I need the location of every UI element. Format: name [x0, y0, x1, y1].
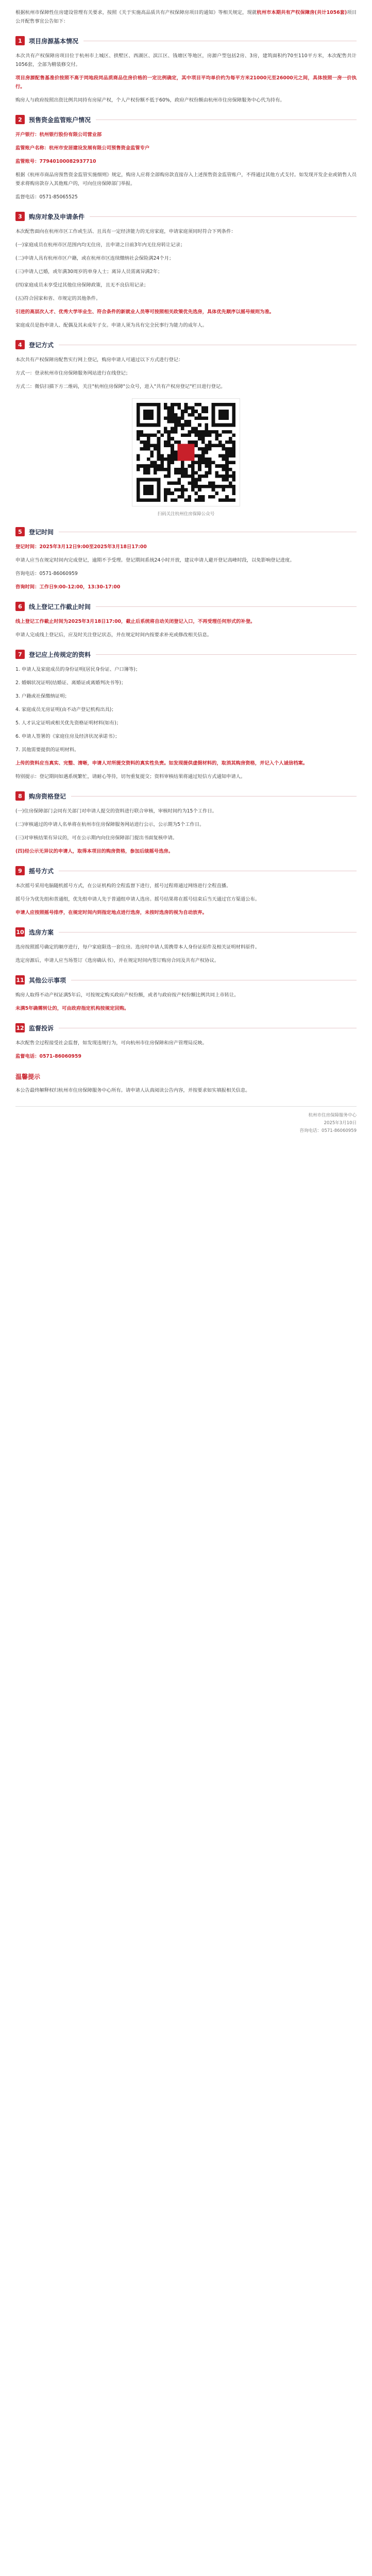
section-paragraph: 本次摇号采用电脑随机摇号方式，在公证机构的全程监督下进行，摇号过程将通过网络进行全程直播。 [15, 883, 231, 889]
section-number: 11 [15, 975, 25, 985]
section-title: 登记方式 [29, 341, 54, 349]
section-paragraph: 摇号分为优先组和普通组，优先组申请人先于普通组申请人选房。摇号结果将在摇号结束后当天通过官方渠道公布。 [15, 896, 260, 902]
section-paragraph: 监管账号：77940100082937710 [15, 159, 96, 164]
section-number: 1 [15, 36, 25, 45]
section-paragraph: (四)家庭成员未享受过其他住房保障政策，且无不良信用记录； [15, 282, 149, 288]
section-title: 选房方案 [29, 928, 54, 936]
section-title: 购房对象及申请条件 [29, 213, 85, 221]
footer-phone: 咨询电话：0571-86060959 [299, 1128, 357, 1133]
section-rule [96, 654, 357, 655]
section-heading [15, 212, 357, 221]
section-rule [90, 216, 357, 217]
sections-container [15, 36, 357, 1061]
footer-divider [15, 1106, 357, 1107]
section-paragraph: 登记时间：2025年3月12日9:00至2025年3月18日17:00 [15, 544, 147, 550]
section-title: 项目房源基本情况 [29, 37, 79, 45]
section-paragraph: 方式一：登录杭州市住房保障服务网站进行在线登记； [15, 370, 131, 376]
section-paragraph: 本次共有产权保障房配售实行网上登记，购房申请人可通过以下方式进行登记： [15, 357, 183, 363]
qr-caption: 扫码关注杭州住房保障公众号 [157, 512, 215, 517]
section-number: 3 [15, 212, 25, 221]
section-paragraph: 方式二：微信扫描下方二维码，关注"杭州住房保障"公众号，进入"共有产权房登记"栏目进行登记。 [15, 384, 226, 389]
footer [15, 1112, 357, 1135]
section-paragraph: (二)审核通过的申请人名单将在杭州市住房保障服务网站进行公示，公示期为5个工作日。 [15, 822, 205, 827]
section-rule [59, 932, 357, 933]
tip-text: 本公告最终解释权归杭州市住房保障服务中心所有。请申请人认真阅读公告内容，并按要求如实填报相关信息。 [15, 1088, 250, 1093]
section-number: 10 [15, 927, 25, 937]
section-heading [15, 340, 357, 349]
section-paragraph: (三)对审核结果有异议的，可在公示期内向住房保障部门提出书面复核申请。 [15, 835, 178, 841]
section-title: 线上登记工作截止时间 [29, 603, 91, 611]
section-paragraph: 申请人应当在规定时间内完成登记，逾期不予受理。登记期间系统24小时开放，建议申请人避开登记高峰时段，以免影响登记进度。 [15, 557, 295, 563]
section-paragraph: 本次配售面向在杭州市区工作或生活、且具有一定经济能力的无房家庭，申请家庭须同时符合下列条件： [15, 229, 236, 234]
section-paragraph: 监管账户名称：杭州市安居建设发展有限公司预售资金监管专户 [15, 145, 150, 151]
footer-date: 2025年3月10日 [324, 1121, 357, 1126]
section-heading [15, 650, 357, 659]
section-paragraph: 申请人完成线上登记后，应及时关注登记状态，并在规定时间内按要求补充或修改相关信息。 [15, 632, 212, 638]
section-paragraph: 4. 家庭成员无房证明(由不动产登记机构出具)； [15, 707, 116, 713]
section-number: 4 [15, 340, 25, 349]
section-paragraph: (一)住房保障部门会同有关部门对申请人提交的资料进行联合审核，审核时间约为15个工作日。 [15, 808, 217, 814]
section-paragraph: 选定房源后，申请人应当场签订《选房确认书》，并在规定时间内签订购房合同及共有产权协议。 [15, 958, 219, 963]
section-paragraph: 购房人取得不动产权证满5年后，可按规定购买政府产权份额，或者与政府按产权份额比例共同上市转让。 [15, 992, 239, 998]
section-heading [15, 791, 357, 801]
section-paragraph: 3. 户籍或社保缴纳证明； [15, 693, 70, 699]
section-paragraph: 5. 人才认定证明或相关优先资格证明材料(如有)； [15, 720, 122, 726]
section-heading [15, 527, 357, 536]
qr-code-icon[interactable] [132, 398, 240, 506]
announcement-page [0, 0, 372, 1151]
section-paragraph: 上传的资料应当真实、完整、清晰，申请人对所提交资料的真实性负责。如发现提供虚假材料的，取消其购房资格，并记入个人诚信档案。 [15, 760, 308, 766]
section-number: 6 [15, 602, 25, 611]
intro-tail: 项目公开配售事宜公告如下： [15, 10, 357, 24]
qr-block [15, 398, 357, 517]
section-title: 购房资格登记 [29, 792, 66, 800]
section-paragraph: 监督电话：0571-85065525 [15, 194, 78, 200]
intro-highlight: 杭州市本期共有产权保障房(共计1056套) [257, 10, 347, 15]
section-paragraph: 项目房源配售基准价按照不高于同地段同品质商品住房价格的一定比例确定，其中项目平均单价约为每平方米21000元至26000元之间，具体按照一房一价执行。 [15, 75, 357, 90]
footer-org: 杭州市住房保障服务中心 [308, 1113, 357, 1118]
section-paragraph: 咨询时间：工作日9:00-12:00，13:30-17:00 [15, 584, 121, 590]
section-paragraph: 根据《杭州市商品房预售资金监管实施细则》规定，购房人应将全部购房款直接存入上述预售资金监管账户，不得通过其他方式支付。如发现开发企业或销售人员要求将购房款存入其他账户的，可向住房保障部门举报。 [15, 172, 357, 187]
section-heading [15, 1023, 357, 1032]
section-title: 监督投诉 [29, 1024, 54, 1032]
section-heading [15, 975, 357, 985]
section-paragraph: 咨询电话：0571-86060959 [15, 571, 78, 577]
section-paragraph: 监督电话：0571-86060959 [15, 1054, 81, 1059]
section-paragraph: 开户银行：杭州银行股份有限公司营业部 [15, 132, 102, 138]
section-title: 摇号方式 [29, 867, 54, 875]
section-number: 8 [15, 791, 25, 801]
section-number: 9 [15, 866, 25, 875]
section-paragraph: (四)经公示无异议的申请人，取得本项目的购房资格，参加后续摇号选房。 [15, 849, 173, 854]
section-paragraph: 7. 其他需要提供的证明材料。 [15, 747, 79, 753]
section-paragraph: (五)符合国家和省、市规定的其他条件。 [15, 296, 101, 301]
section-heading [15, 115, 357, 124]
section-title: 其他公示事项 [29, 976, 66, 984]
section-paragraph: 选房按照摇号确定的顺序进行，每户家庭限选一套住房。选房时申请人需携带本人身份证原件及相关证明材料原件。 [15, 944, 260, 950]
section-title: 预售资金监管账户情况 [29, 116, 91, 124]
section-number: 5 [15, 527, 25, 536]
section-paragraph: 2. 婚姻状况证明(结婚证、离婚证或离婚判决书等)； [15, 680, 126, 686]
section-paragraph: 特别提示：登记期间如遇系统繁忙，请耐心等待，切勿重复提交；资料审核结果将通过短信方式通知申请人。 [15, 774, 246, 779]
section-heading [15, 927, 357, 937]
section-paragraph: 本次共有产权保障房项目位于杭州市上城区、拱墅区、西湖区、滨江区、钱塘区等地区，房源户型包括2房、3房，建筑面积约70至110平方米，本次配售共计1056套，全部为精装修交付。 [15, 53, 357, 67]
section-heading [15, 36, 357, 45]
section-number: 7 [15, 650, 25, 659]
section-paragraph: 未满5年确需转让的，可由政府指定机构按规定回购。 [15, 1006, 129, 1011]
section-number: 2 [15, 115, 25, 124]
section-paragraph: (二)申请人具有杭州市区户籍，或在杭州市区连续缴纳社会保险满24个月； [15, 256, 174, 261]
section-title: 登记时间 [29, 528, 54, 536]
intro-lead: 根据杭州市保障性住房建设管理有关要求，按照《关于实施高品质共有产权保障房项目的通知》等相关规定，现就 [15, 10, 257, 15]
section-heading [15, 866, 357, 875]
section-paragraph: 本次配售全过程接受社会监督，如发现违规行为，可向杭州市住房保障和房产管理局反映。 [15, 1040, 207, 1046]
section-paragraph: 申请人应按照摇号排序，在规定时间内到指定地点进行选房，未按时选房的视为自动放弃。 [15, 910, 207, 916]
section-paragraph: 引进的高层次人才、优秀大学毕业生、符合条件的新就业人员等可按照相关政策优先选房，具体优先顺序以摇号规则为准。 [15, 309, 275, 315]
section-paragraph: 购房人与政府按照出资比例共同持有房屋产权，个人产权份额不低于60%，政府产权份额由杭州市住房保障服务中心代为持有。 [15, 97, 285, 103]
section-rule [96, 606, 357, 607]
section-heading [15, 602, 357, 611]
section-paragraph: 线上登记工作截止时间为2025年3月18日17:00，截止后系统将自动关闭登记入口，不再受理任何形式的补登。 [15, 619, 256, 624]
section-paragraph: 家庭成员是指申请人、配偶及其未成年子女。申请人须为具有完全民事行为能力的成年人。 [15, 323, 207, 328]
section-paragraph: (三)申请人已婚，或年满30周岁的单身人士；离异人员需离异满2年； [15, 269, 163, 275]
tip-title: 温馨提示 [15, 1073, 41, 1080]
section-title: 登记应上传规定的资料 [29, 651, 91, 658]
section-paragraph: 6. 申请人签署的《家庭住房及经济状况承诺书》； [15, 734, 120, 739]
intro-paragraph [15, 8, 357, 26]
section-paragraph: 1. 申请人及家庭成员的身份证明(居民身份证、户口簿等)； [15, 667, 141, 672]
section-number: 12 [15, 1023, 25, 1032]
section-paragraph: (一)家庭成员在杭州市区范围内均无住房，且申请之日前3年内无住房转让记录； [15, 242, 185, 248]
